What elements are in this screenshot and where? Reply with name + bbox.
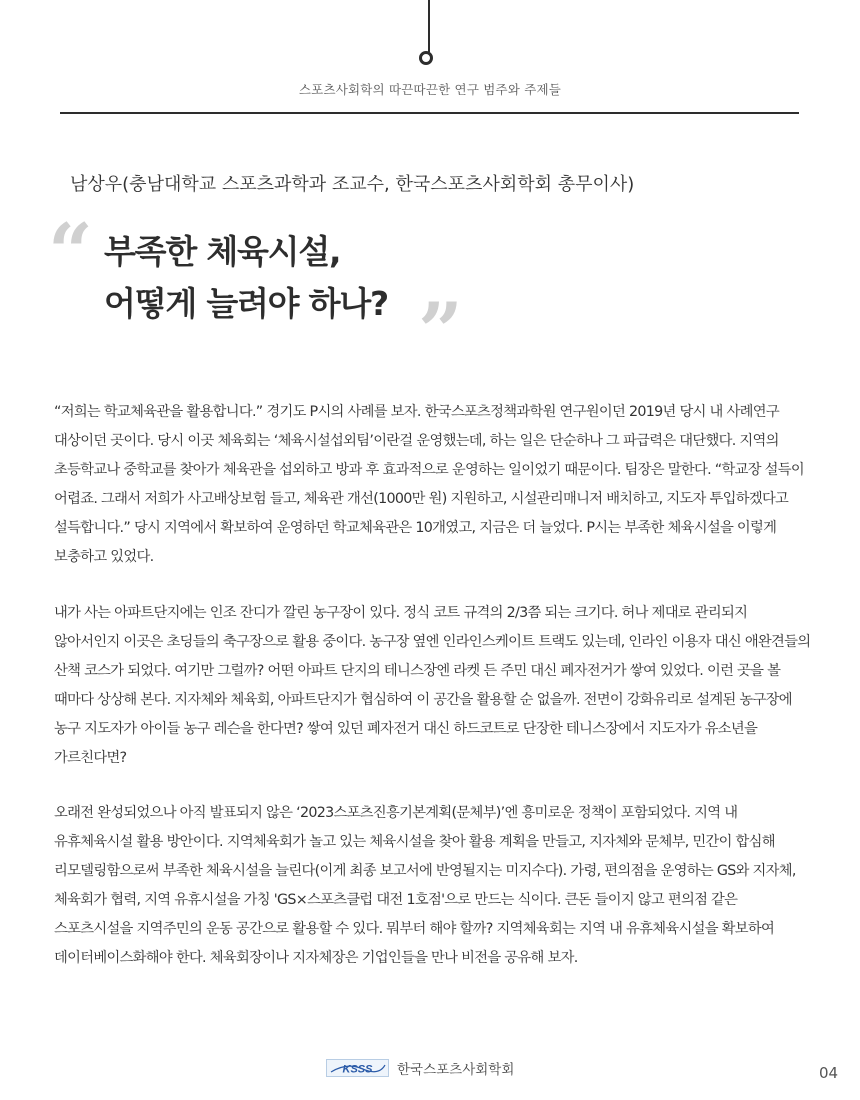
headline-line-1: 부족한 체육시설, bbox=[104, 232, 341, 271]
section-label: 스포츠사회학의 따끈따끈한 연구 범주와 주제들 bbox=[298, 82, 562, 97]
header-pin-line bbox=[428, 0, 430, 52]
close-quote-mark: ” bbox=[418, 286, 463, 377]
body-paragraph-1: “저희는 학교체육관을 활용합니다.” 경기도 P시의 사례를 보자. 한국스포츠정책과학원 연구원이던 2019년 당시 내 사례연구 대상이던 곳이다. 당시 이곳 체육회는 ‘체육시설섭외팀’이란걸 운영했는데, 하는 일은 단순하나 그 파급력은 대단했다. 지역의 초등학교나 중학교를 찾아가 체육관을 섭외하고 방과 후 효과적으로 운영하는 일이었기 때문이다. 팀장은 말한다. “학교장 설득이 어렵죠. 그래서 저희가 사고배상보험 들고, 체육관 개선(1000만 원) 지원하고, 시설관리매니저 배치하고, 지도자 투입하겠다고 설득합니다.” 당시 지역에서 확보하여 운영하던 학교체육관은 10개였고, 지금은 더 늘었다. P시는 부족한 체육시설을 이렇게 보충하고 있었다. bbox=[54, 404, 804, 565]
author-byline: 남상우(충남대학교 스포츠과학과 조교수, 한국스포츠사회학회 총무이사) bbox=[70, 174, 635, 195]
body-paragraph-3: 오래전 완성되었으나 아직 발표되지 않은 ‘2023스포츠진흥기본계획(문체부)’엔 흥미로운 정책이 포함되었다. 지역 내 유휴체육시설 활용 방안이다. 지역체육회가 놀고 있는 체육시설을 찾아 활용 계획을 만들고, 지자체와 문체부, 민간이 합심해 리모델링함으로써 부족한 체육시설을 늘린다(이게 최종 보고서에 반영될지는 미지수다). 가령, 편의점을 운영하는 GS와 지자체, 체육회가 협력, 지역 유휴시설을 가칭 'GS×스포츠클럽 대전 1호점'으로 만드는 식이다. 큰돈 들이지 않고 편의점 같은 스포츠시설을 지역주민의 운동 공간으로 활용할 수 있다. 뭐부터 해야 할까? 지역체육회는 지역 내 유휴체육시설을 확보하여 데이터베이스화해야 한다. 체육회장이나 지자체장은 기업인들을 만나 비전을 공유해 보자. bbox=[54, 805, 796, 966]
logo-text: KSSS bbox=[342, 1063, 373, 1076]
page-number: 04 bbox=[819, 1064, 839, 1082]
article-body bbox=[54, 398, 812, 1000]
header-pin-ring bbox=[419, 51, 433, 65]
headline-line-2: 어떻게 늘려야 하나? bbox=[104, 284, 388, 323]
footer-organization: 한국스포츠사회학회 bbox=[397, 1062, 515, 1078]
open-quote-mark: “ bbox=[48, 207, 93, 298]
ksss-logo bbox=[326, 1059, 389, 1077]
article-headline bbox=[104, 226, 388, 330]
body-paragraph-2: 내가 사는 아파트단지에는 인조 잔디가 깔린 농구장이 있다. 정식 코트 규격의 2/3쯤 되는 크기다. 허나 제대로 관리되지 않아서인지 이곳은 초딩들의 축구장으로 활용 중이다. 농구장 옆엔 인라인스케이트 트랙도 있는데, 인라인 이용자 대신 애완견들의 산책 코스가 되었다. 여기만 그럴까? 어떤 아파트 단지의 테니스장엔 라켓 든 주민 대신 폐자전거가 쌓여 있었다. 이런 곳을 볼 때마다 상상해 본다. 지자체와 체육회, 아파트단지가 협심하여 이 공간을 활용할 순 없을까. 전면이 강화유리로 설계된 농구장에 농구 지도자가 아이들 농구 레슨을 한다면? 쌓여 있던 폐자전거 대신 하드코트로 단장한 테니스장에서 지도자가 유소년을 가르친다면? bbox=[54, 604, 811, 766]
header-divider bbox=[60, 112, 799, 114]
